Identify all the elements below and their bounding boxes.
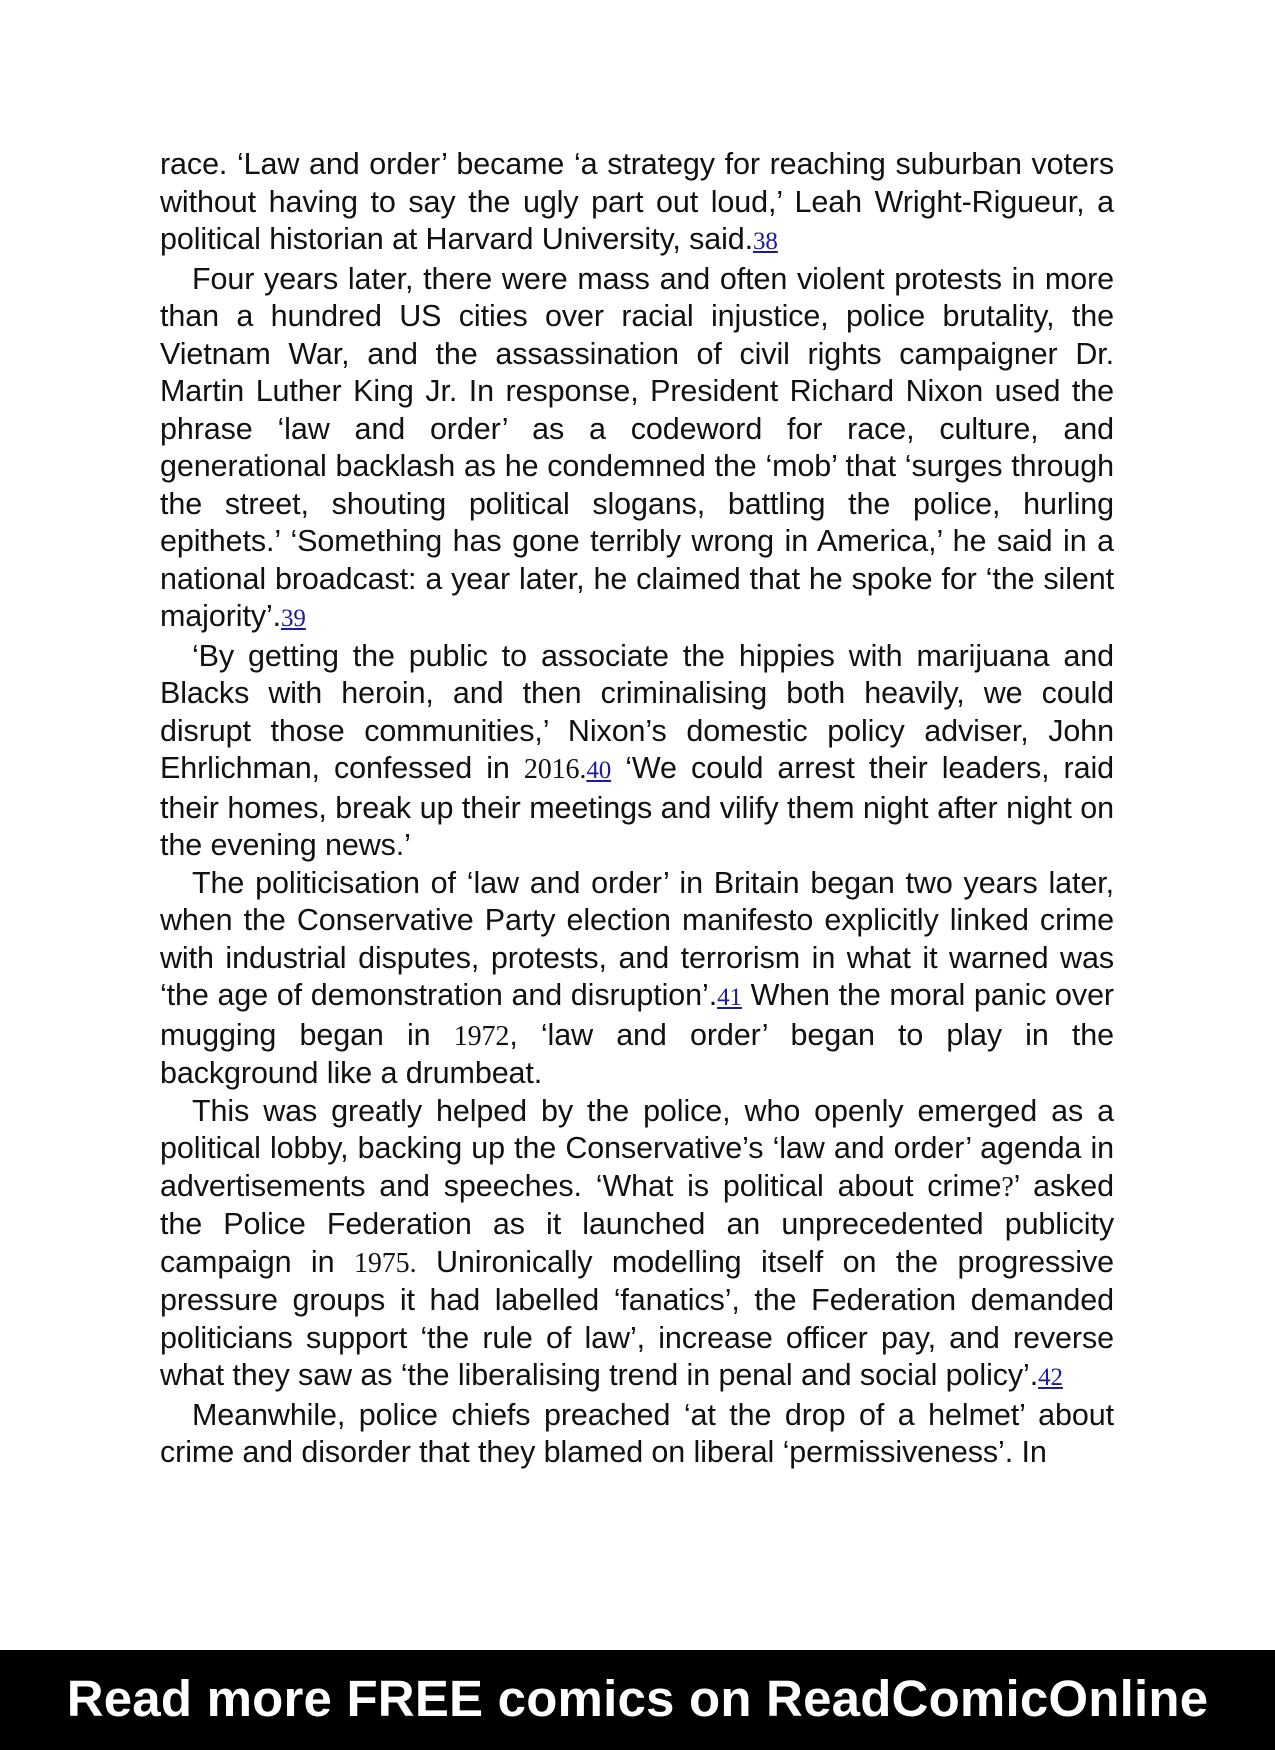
paragraph-text: This was greatly helped by the police, who openly emerged as a political lobby, backing up the Conservative’s ‘law and order’ agenda in advertisements and speeches. ‘What is political about crime (160, 1093, 1114, 1203)
paragraph-3 (160, 638, 1114, 865)
paragraph-4 (160, 865, 1114, 1093)
book-page-text (160, 146, 1114, 1472)
paragraph-text: When the moral panic over mugging began in (160, 978, 1114, 1052)
paragraph-text: , ‘law and order’ began to play in the background like a drumbeat. (160, 1017, 1114, 1090)
paragraph-text: Four years later, there were mass and often violent protests in more than a hundred US cities over racial injustice, police brutality, the Vietnam War, and the assassination of civil rights campaigner Dr. Martin Luther King Jr. In response, President Richard Nixon used the phrase ‘law and order’ as a codeword for race, culture, and generational backlash as he condemned the ‘mob’ that ‘surges through the street, shouting political slogans, battling the police, hurling epithets.’ ‘Something has gone terribly wrong in America,’ he said in a national broadcast: a year later, he claimed that he spoke for ‘the silent majority’. (160, 261, 1114, 633)
footnote-link-38[interactable]: 38 (753, 228, 778, 255)
paragraph-6 (160, 1397, 1114, 1472)
year-number: 1975. (353, 1247, 417, 1279)
paragraph-text: Meanwhile, police chiefs preached ‘at the drop of a helmet’ about crime and disorder that they blamed on liberal ‘permissiveness’. In (160, 1397, 1114, 1469)
question-mark: ? (1001, 1171, 1014, 1203)
footer-banner-text[interactable]: Read more FREE comics on ReadComicOnline (66, 1669, 1209, 1727)
footnote-link-40[interactable]: 40 (586, 757, 612, 784)
paragraph-1 (160, 146, 1114, 261)
paragraph-text: The politicisation of ‘law and order’ in Britain began two years later, when the Conservative Party election manifesto explicitly linked crime with industrial disputes, protests, and terrorism in what it warned was ‘the age of demonstration and disruption’. (160, 865, 1114, 1012)
paragraph-text: ‘We could arrest their leaders, raid their homes, break up their meetings and vilify them night after night on the evening news.’ (160, 751, 1114, 862)
paragraph-text: Unironically modelling itself on the progressive pressure groups it had labelled ‘fanatics’, the Federation demanded politicians support ‘the rule of law’, increase officer pay, and reverse what they saw as ‘the liberalising trend in penal and social policy’. (160, 1244, 1114, 1392)
footer-banner[interactable] (0, 1650, 1275, 1750)
paragraph-text: ’ asked the Police Federation as it launched an unprecedented publicity campaign in (160, 1168, 1114, 1279)
footnote-link-42[interactable]: 42 (1038, 1364, 1063, 1391)
year-number: 2016. (523, 754, 587, 785)
year-number: 1972 (453, 1020, 510, 1052)
paragraph-5 (160, 1093, 1114, 1397)
footnote-link-41[interactable]: 41 (717, 984, 742, 1011)
paragraph-text: ‘By getting the public to associate the hippies with marijuana and Blacks with heroin, and then criminalising both heavily, we could disrupt those communities,’ Nixon’s domestic policy adviser, John Ehrlichman, confessed in (160, 638, 1114, 785)
footnote-link-39[interactable]: 39 (281, 605, 306, 632)
paragraph-2 (160, 261, 1114, 638)
paragraph-text: race. ‘Law and order’ became ‘a strategy for reaching suburban voters without having to say the ugly part out loud,’ Leah Wright-Rigueur, a political historian at Harvard University, said. (160, 147, 1114, 256)
